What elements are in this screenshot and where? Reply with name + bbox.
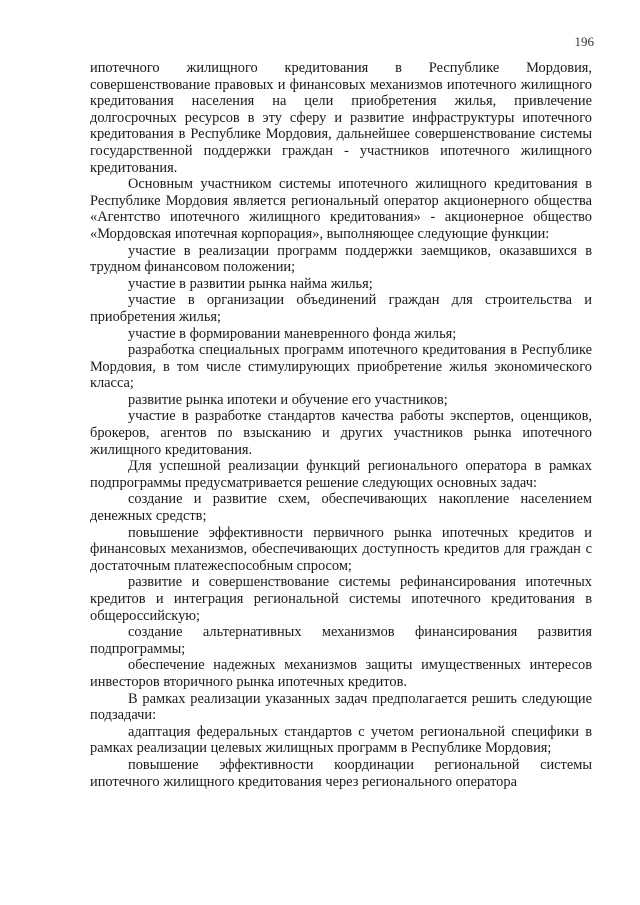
paragraph: участие в реализации программ поддержки заемщиков, оказавшихся в трудном финансовом положении; <box>90 242 592 276</box>
paragraph: адаптация федеральных стандартов с учетом региональной специфики в рамках реализации целевых жилищных программ в Республике Мордовия; <box>90 723 592 757</box>
paragraph: Для успешной реализации функций регионального оператора в рамках подпрограммы предусматривается решение следующих основных задач: <box>90 458 592 491</box>
paragraph: участие в разработке стандартов качества работы экспертов, оценщиков, брокеров, агентов по взысканию и других участников рынка ипотечного жилищного кредитования. <box>90 408 592 458</box>
paragraph: ипотечного жилищного кредитования в Республике Мордовия, совершенствование правовых и финансовых механизмов ипотечного жилищного кредитования населения на цели приобретения жилья, привлечение долгосрочных ресурсов в эту сферу и развитие инфраструктуры ипотечного кредитования в Республике Мордовия, дальнейшее совершенствование системы государственной поддержки граждан - участников ипотечного жилищного кредитования. <box>90 60 592 176</box>
paragraph: участие в развитии рынка найма жилья; <box>128 275 373 292</box>
paragraph: разработка специальных программ ипотечного кредитования в Республике Мордовия, в том числе стимулирующих приобретение жилья экономического класса; <box>90 342 592 392</box>
paragraph: создание и развитие схем, обеспечивающих накопление населением денежных средств; <box>90 491 592 525</box>
page-number: 196 <box>574 34 594 49</box>
paragraph: повышение эффективности координации региональной системы ипотечного жилищного кредитования через регионального оператора <box>90 756 592 790</box>
paragraph: участие в организации объединений граждан для строительства и приобретения жилья; <box>90 292 592 325</box>
paragraph: создание альтернативных механизмов финансирования развития подпрограммы; <box>90 624 592 657</box>
paragraph: участие в формировании маневренного фонда жилья; <box>128 325 457 342</box>
paragraph: повышение эффективности первичного рынка ипотечных кредитов и финансовых механизмов, обеспечивающих доступность кредитов для граждан с достаточным платежеспособным спросом; <box>90 524 592 574</box>
paragraph: обеспечение надежных механизмов защиты имущественных интересов инвесторов вторичного рынка ипотечных кредитов. <box>90 657 592 690</box>
paragraph: развитие рынка ипотеки и обучение его участников; <box>128 391 448 408</box>
paragraph: Основным участником системы ипотечного жилищного кредитования в Республике Мордовия является региональный оператор акционерного общества «Агентство ипотечного жилищного кредитования» - акционерное общество «Мордовская ипотечная корпорация», выполняющее следующие функции: <box>90 176 592 242</box>
paragraph: В рамках реализации указанных задач предполагается решить следующие подзадачи: <box>90 690 592 724</box>
document-body <box>90 60 592 790</box>
paragraph: развитие и совершенствование системы рефинансирования ипотечных кредитов и интеграция региональной системы ипотечного кредитования в общероссийскую; <box>90 574 592 624</box>
